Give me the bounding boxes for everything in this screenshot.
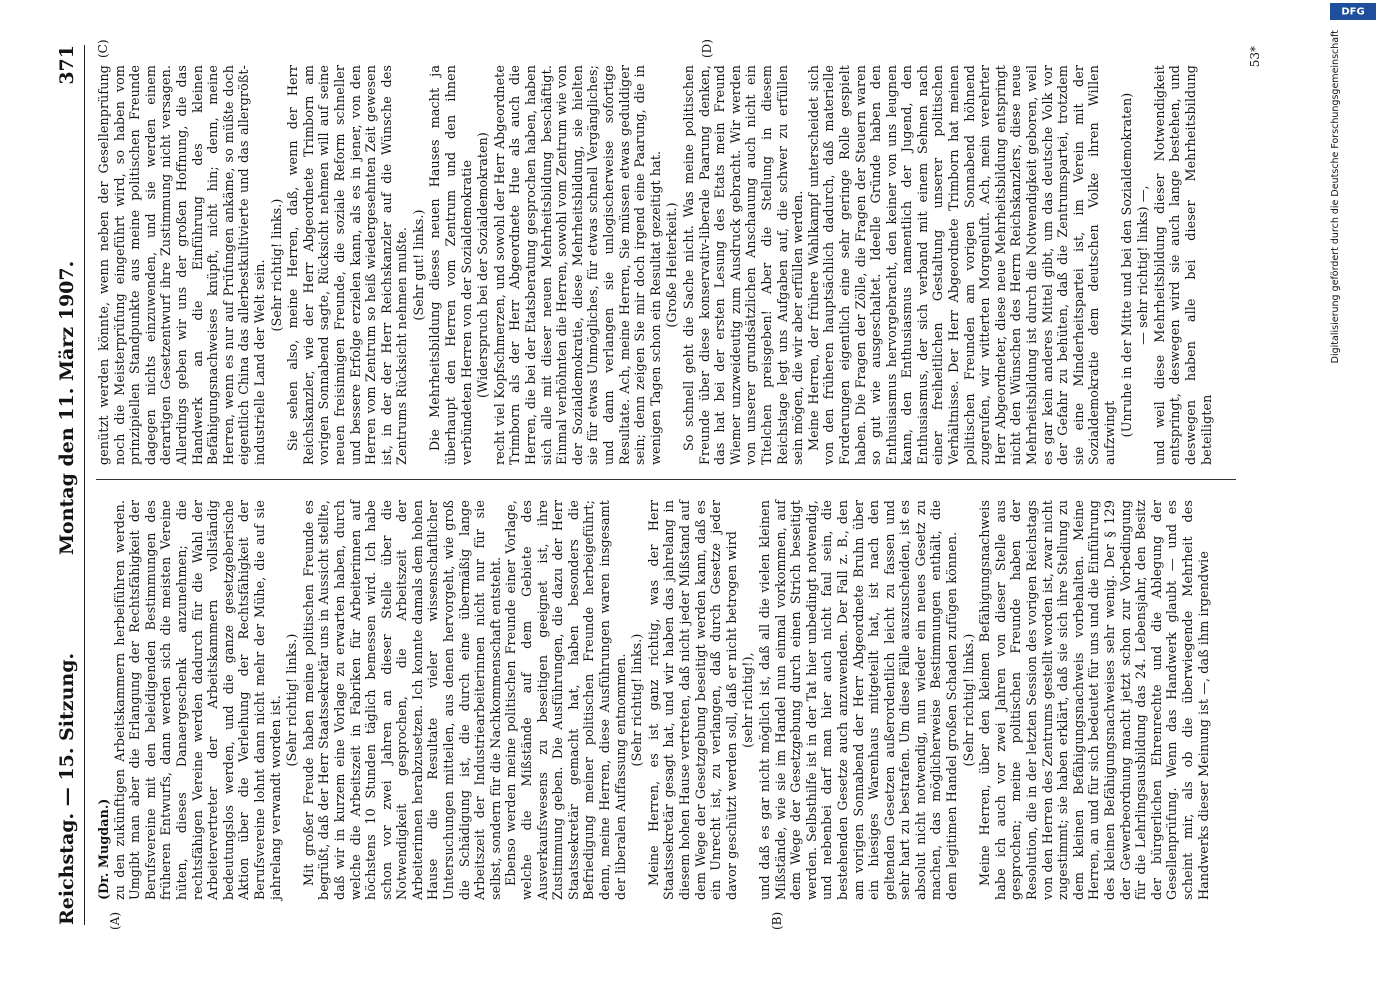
- interjection: (Sehr richtig! links.): [268, 198, 284, 332]
- header-date: Montag den 11. März 1907.: [56, 260, 78, 555]
- paragraph: So schnell geht die Sache nicht. Was meine politischen Freunde über diese konservativ-liberale Paarung denken, das hat bei der ersten Lesung des Etats mein Freund Wiemer unzweideutig zum Ausdruck gebracht. Wir werden von unserer grundsätzlichen Anschauung auch nicht ein Titelchen preisgeben! Aber die Stellung in diesem Reichstage legt uns Aufgaben auf, die schwer zu erfüllen sein mögen, die wir aber erfüllen werden.: [680, 65, 806, 465]
- interjection: (sehr richtig!),: [740, 652, 756, 748]
- paragraph: und daß es gar nicht möglich ist, daß all die vielen kleinen Mißstände, wie sie im Handel nun einmal vorkommen, auf dem Wege der Gesetzgebung durch einen Strich beseitigt werden. Selbsthilfe ist in der Tat hier unbedingt notwendig, und nebenbei darf man hier auch nicht faul sein, die bestehenden Gesetze auch anzuwenden. Der Fall z. B., den am vorigen Sonnabend der Herr Abgeordnete Bruhn über ein hiesiges Warenhaus mitgeteilt hat, ist nach den geltenden Gesetzen außerordentlich leicht zu fassen und sehr hart zu bestrafen. Um diese Fälle auszuscheiden, ist es absolut nicht notwendig, nun wieder ein neues Gesetz zu machen, das möglicherweise Bestimmungen enthält, die dem legitimen Handel großen Schaden zufügen können.: [756, 500, 960, 900]
- margin-letter-b: (B): [770, 911, 784, 930]
- interjection: (Sehr gut! links.): [410, 209, 426, 321]
- dfg-logo-icon: [1330, 3, 1376, 20]
- signature-mark: 53*: [1248, 46, 1262, 68]
- right-column: [96, 65, 1214, 465]
- paragraph: Mit großer Freude haben meine politischen Freunde es begrüßt, daß der Herr Staatssekretär uns in Aussicht stellte, daß wir in kurzem eine Vorlage zu erwarten haben, durch welche die Arbeitszeit in Fabriken für Arbeiterinnen auf höchstens 10 Stunden täglich bemessen wird. Ich habe schon vor zwei Jahren an dieser Stelle über die Notwendigkeit gesprochen, die Arbeitszeit der Arbeiterinnen herabzusetzen. Ich konnte damals dem hohen Hause die Resultate vieler wissenschaftlicher Untersuchungen mitteilen, aus denen hervorgeht, wie groß die Schädigung ist, die durch eine übermäßig lange Arbeitszeit der Industriearbeiterinnen nicht nur für sie selbst, sondern für die Nachkommenschaft entsteht.: [300, 500, 503, 900]
- interjection: (Sehr richtig! links.): [960, 633, 976, 767]
- paragraph: Die Mehrheitsbildung dieses neuen Hauses macht ja überhaupt den Herren vom Zentrum und den ihnen verbündeten Herren von der Sozialdemokratie: [427, 65, 474, 465]
- left-column: [96, 500, 1211, 900]
- paragraph: zu den zukünftigen Arbeitskammern herbeiführen werden. Umgibt man aber die Erlangung der Rechtsfähigkeit der Berufsvereine mit den beleidigenden Bestimmungen des früheren Entwurfs, dann werden sich die meisten Vereine hüten, dieses Danaergeschenk anzunehmen; die rechtsfähigen Vereine werden dadurch für die Wahl der Arbeitervertreter der Arbeitskammern vollständig bedeutungslos werden, und die ganze gesetzgeberische Aktion über die Verleihung der Rechtsfähigkeit der Berufsvereine lohnt dann nicht mehr der Mühe, die auf sie jahrelang verwandt worden ist.: [111, 500, 283, 900]
- page-header: [52, 45, 85, 925]
- interjection: — sehr richtig! links) —,: [1135, 185, 1151, 345]
- paragraph: recht viel Kopfschmerzen, und sowohl der Herr Abgeordnete Trimborn als der Herr Abgeordnete Hue als auch die Herren, die bei der Etatsberatung gesprochen haben, haben sich alle mit dieser neuen Mehrheitsbildung beschäftigt. Einmal verhöhnten die Herren, sowohl vom Zentrum wie von der Sozialdemokratie, diese Mehrheitsbildung, sie hielten sie für etwas Unmögliches, für etwas schnell Vergängliches; und dann verlangen sie unlogischerweise sofortige Resultate. Ach, meine Herren, Sie müssen etwas geduldiger sein; denn zeigen Sie mir doch irgend eine Paarung, die in wenigen Tagen schon ein Resultat gezeitigt hat.: [491, 65, 663, 465]
- interjection: (Unruhe in der Mitte und bei den Sozialdemokraten): [1118, 92, 1134, 438]
- paragraph: Ebenso werden meine politischen Freunde einer Vorlage, welche die Mißstände auf dem Gebiete des Ausverkaufswesens zu beseitigen geeignet ist, ihre Zustimmung geben. Die Ausführungen, die dazu der Herr Staatssekretär gemacht hat, haben besonders die Befriedigung meiner politischen Freunde herbeigeführt; denn, meine Herren, diese Ausführungen waren insgesamt der liberalen Auffassung entnommen.: [503, 500, 628, 900]
- paragraph: Meine Herren, es ist ganz richtig, was der Herr Staatssekretär gesagt hat, und wir haben das jahrelang in diesem hohen Hause vertreten, daß nicht jeder Mißstand auf dem Wege der Gesetzgebung beseitigt werden kann, daß es ein Unrecht ist, zu verlangen, daß durch Gesetze jeder davor geschützt werden soll, daß er nicht betrogen wird: [645, 500, 739, 900]
- interjection: (Widerspruch bei der Sozialdemokraten): [475, 132, 491, 398]
- paragraph: und weil diese Mehrheitsbildung dieser Notwendigkeit entspringt, deswegen wird sie auch lange bestehen, und deswegen haben alle bei dieser Mehrheitsbildung beteiligten: [1151, 65, 1214, 465]
- paragraph: genützt werden könnte, wenn neben der Gesellenprüfung noch die Meisterprüfung eingeführt wird, so haben vom prinzipiellen Standpunkte aus meine politischen Freunde dagegen nichts einzuwenden, und sie werden einem derartigen Gesetzentwurf ihre Zustimmung nicht versagen. Allerdings geben wir uns der großen Hoffnung, die das Handwerk an die Einführung des kleinen Befähigungsnachweises knüpft, nicht hin; denn, meine Herren, wenn es nur auf Prüfungen ankäme, so müßte doch eigentlich China das allerbestkultivierte und das allergrößt-industrielle Land der Welt sein.: [96, 65, 267, 465]
- paragraph: Sie sehen also, meine Herren, daß, wenn der Herr Reichskanzler, wie der Herr Abgeordnete Trimborn am vorigen Sonnabend sagte, Rücksicht nehmen will auf seine neuen freisinnigen Freunde, die soziale Reform schneller und bessere Erfolge erzielen kann, als es in jener, von den Herren vom Zentrum so heiß wiedergesehnten Zeit gewesen ist, in der der Herr Reichskanzler auf die Wünsche des Zentrums Rücksicht nehmen mußte.: [285, 65, 410, 465]
- interjection: (Sehr richtig! links.): [629, 633, 645, 767]
- margin-letter-a: (A): [108, 911, 122, 930]
- digitization-credit: Digitalisierung gefördert durch die Deutsche Forschungsgemeinschaft: [1330, 30, 1341, 364]
- header-session: Reichstag. — 15. Sitzung.: [56, 652, 78, 925]
- margin-letter-d: (D): [700, 39, 714, 58]
- paragraph: Meine Herren, der frühere Wahlkampf unterscheidet sich von den früheren hauptsächlich dadurch, daß materielle Forderungen eigentlich eine sehr geringe Rolle gespielt haben. Die Fragen der Zölle, die Fragen der Steuern waren so gut wie ausgeschaltet. Ideelle Gründe haben den Enthusiasmus hervorgebracht, den keiner von uns leugnen kann, den Enthusiasmus namentlich der Jugend, den Enthusiasmus, der sich verband mit einem Sehnen nach einer freiheitlichen Gestaltung unserer politischen Verhältnisse. Der Herr Abgeordnete Trimborn hat meinen politischen Freunden am vorigen Sonnabend höhnend zugerufen, wir witterten Morgenluft. Ach, mein verehrter Herr Abgeordneter, diese neue Mehrheitsbildung entspringt nicht den Wünschen des Herrn Reichskanzlers, diese neue Mehrheitsbildung ist durch die Notwendigkeit geboren, weil es gar kein anderes Mittel gibt, um das deutsche Volk vor der Gefahr zu behüten, daß die Zentrumspartei, trotzdem sie eine Minderheitspartei ist, im Verein mit der Sozialdemokratie dem deutschen Volke ihren Willen aufzwingt: [805, 65, 1117, 465]
- margin-letter-c: (C): [96, 39, 110, 58]
- header-page-number: 371: [56, 45, 78, 85]
- paragraph: Meine Herren, über den kleinen Befähigungsnachweis habe ich auch vor zwei Jahren von dieser Stelle aus gesprochen; meine politischen Freunde haben der Resolution, die in der letzten Session des vorigen Reichstags von den Herren des Zentrums gestellt worden ist, zwar nicht zugestimmt; sie haben erklärt, daß sie sich ihre Stellung zu dem kleinen Befähigungsnachweis vorbehalten. Meine Herren, an und für sich bedeutet für uns und die Einführung des kleinen Befähigungsnachweises sehr wenig. Der § 129 der Gewerbeordnung macht jetzt schon zur Vorbedingung für die Lehrlingsausbildung das 24. Lebensjahr, den Besitz der bürgerlichen Ehrenrechte und die Ablegung der Gesellenprüfung. Wenn das Handwerk glaubt — und es scheint mir, als ob die überwiegende Mehrheit des Handwerks dieser Meinung ist —, daß ihm irgendwie: [977, 500, 1211, 900]
- column-divider: [96, 479, 1236, 480]
- interjection: (Sehr richtig! links.): [284, 633, 300, 767]
- speaker-name: (Dr. Mugdan.): [96, 798, 111, 900]
- dfg-logo-text: DFG: [1341, 6, 1365, 18]
- interjection: (Große Heiterkeit.): [664, 202, 680, 328]
